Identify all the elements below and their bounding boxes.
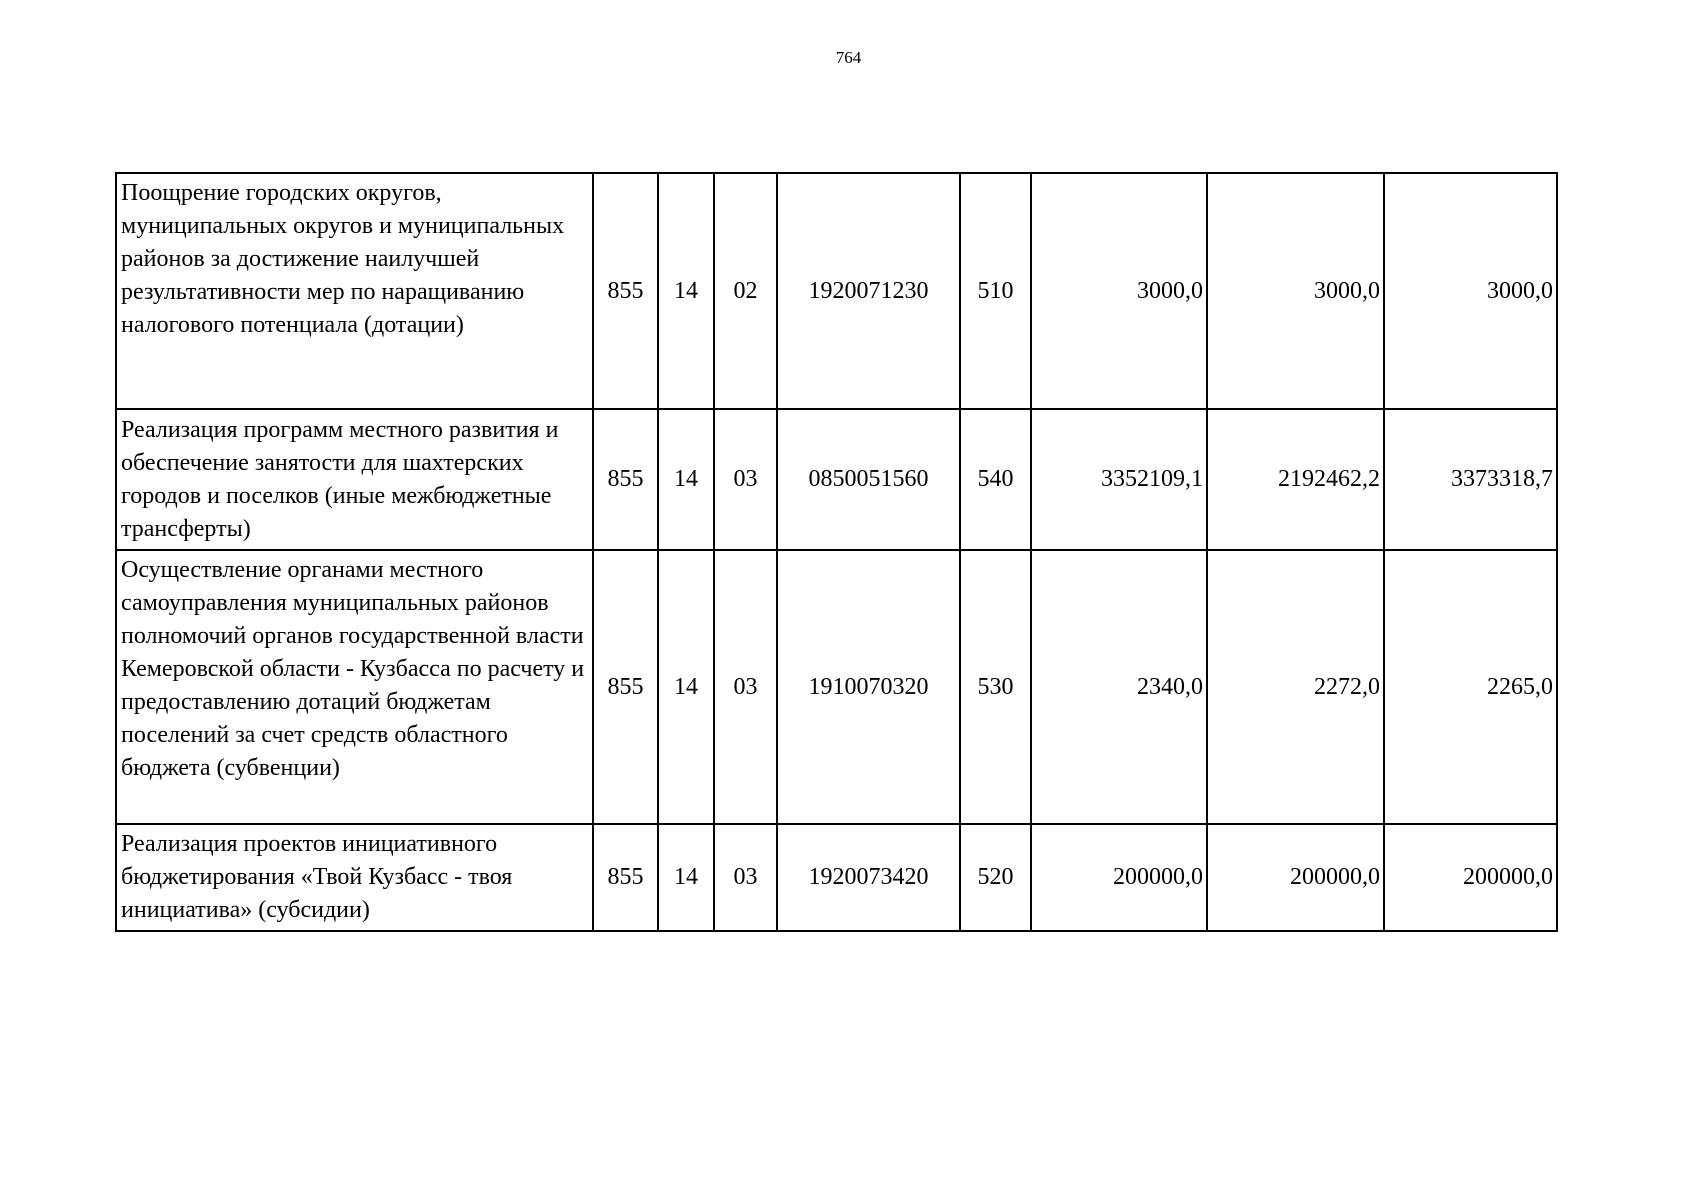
subsection-code: 03	[714, 824, 777, 931]
ministry-code: 855	[593, 550, 658, 824]
row-description: Поощрение городских округов, муниципальных округов и муниципальных районов за достижение наилучшей результативности мер по наращиванию налогового потенциала (дотации)	[116, 173, 593, 409]
target-article-code: 0850051560	[777, 409, 960, 550]
budget-table	[115, 172, 1558, 932]
amount-3: 3000,0	[1384, 173, 1557, 409]
amount-3: 2265,0	[1384, 550, 1557, 824]
table-row	[116, 550, 1557, 824]
ministry-code: 855	[593, 409, 658, 550]
row-description: Реализация проектов инициативного бюджетирования «Твой Кузбасс - твоя инициатива» (субсидии)	[116, 824, 593, 931]
amount-1: 200000,0	[1031, 824, 1207, 931]
amount-3: 200000,0	[1384, 824, 1557, 931]
row-description: Реализация программ местного развития и обеспечение занятости для шахтерских городов и поселков (иные межбюджетные трансферты)	[116, 409, 593, 550]
subsection-code: 03	[714, 409, 777, 550]
expense-type-code: 530	[960, 550, 1031, 824]
ministry-code: 855	[593, 824, 658, 931]
expense-type-code: 510	[960, 173, 1031, 409]
amount-2: 2192462,2	[1207, 409, 1384, 550]
amount-2: 3000,0	[1207, 173, 1384, 409]
row-description: Осуществление органами местного самоуправления муниципальных районов полномочий органов государственной власти Кемеровской области - Кузбасса по расчету и предоставлению дотаций бюджетам поселений за счет средств областного бюджета (субвенции)	[116, 550, 593, 824]
ministry-code: 855	[593, 173, 658, 409]
table-row	[116, 824, 1557, 931]
amount-1: 2340,0	[1031, 550, 1207, 824]
section-code: 14	[658, 550, 714, 824]
section-code: 14	[658, 824, 714, 931]
subsection-code: 02	[714, 173, 777, 409]
page-number: 764	[835, 48, 862, 67]
table-row	[116, 409, 1557, 550]
section-code: 14	[658, 173, 714, 409]
amount-1: 3000,0	[1031, 173, 1207, 409]
amount-1: 3352109,1	[1031, 409, 1207, 550]
subsection-code: 03	[714, 550, 777, 824]
amount-2: 200000,0	[1207, 824, 1384, 931]
target-article-code: 1920073420	[777, 824, 960, 931]
section-code: 14	[658, 409, 714, 550]
expense-type-code: 520	[960, 824, 1031, 931]
target-article-code: 1910070320	[777, 550, 960, 824]
table-row	[116, 173, 1557, 409]
amount-2: 2272,0	[1207, 550, 1384, 824]
amount-3: 3373318,7	[1384, 409, 1557, 550]
expense-type-code: 540	[960, 409, 1031, 550]
target-article-code: 1920071230	[777, 173, 960, 409]
